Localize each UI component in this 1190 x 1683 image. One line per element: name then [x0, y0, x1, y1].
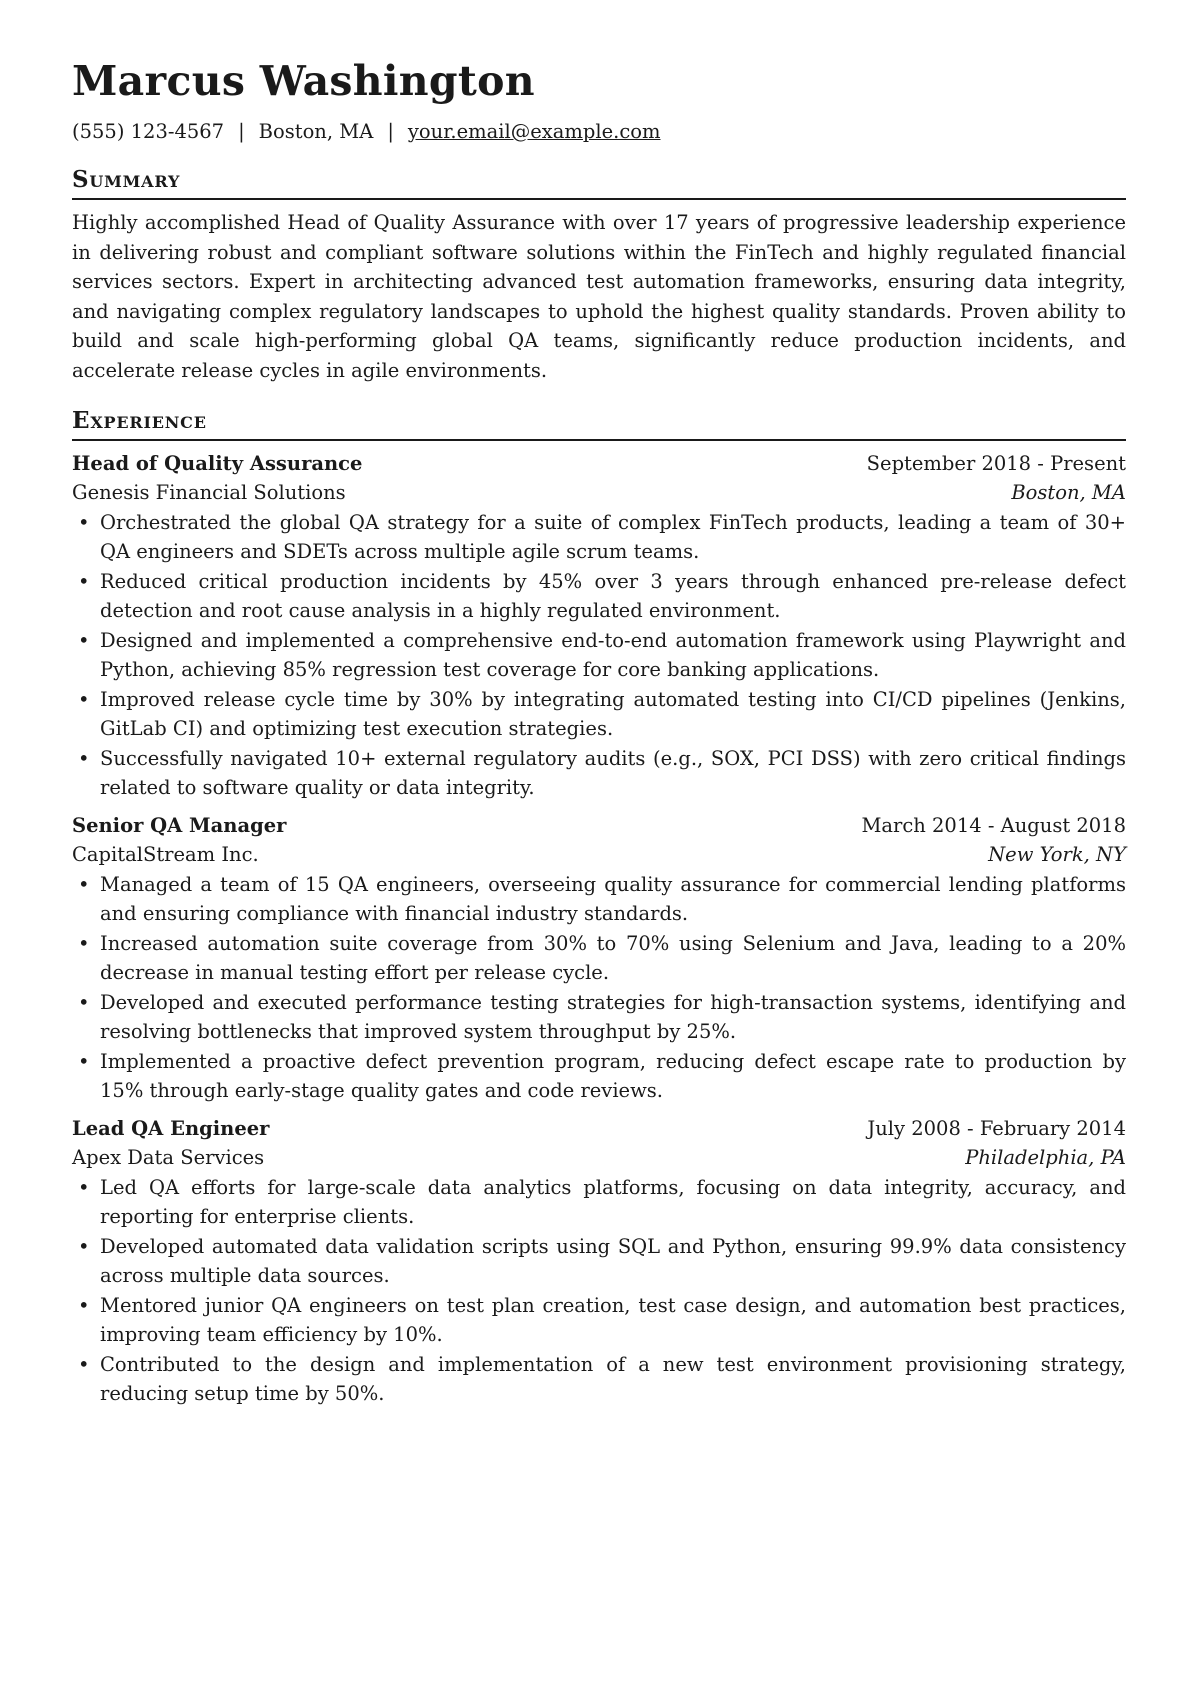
job-entry	[72, 1114, 1126, 1409]
contact-location: Boston, MA	[258, 120, 374, 144]
job-location: New York, NY	[988, 843, 1126, 867]
job-header	[72, 449, 1126, 479]
bullet-item: • Designed and implemented a comprehensive end-to-end automation framework using Playwright and Python, achieving 85% regression test coverage for core banking applications.	[72, 626, 1126, 685]
bullet-item: • Led QA efforts for large-scale data analytics platforms, focusing on data integrity, accuracy, and reporting for enterprise clients.	[72, 1173, 1126, 1232]
job-header	[72, 1114, 1126, 1144]
phone-number: (555) 123-4567	[72, 120, 225, 144]
bullet-item: • Contributed to the design and implementation of a new test environment provisioning strategy, reducing setup time by 50%.	[72, 1350, 1126, 1409]
job-entry	[72, 449, 1126, 803]
bullet-item: • Developed and executed performance testing strategies for high-transaction systems, identifying and resolving bottlenecks that improved system throughput by 25%.	[72, 988, 1126, 1047]
email-link[interactable]: your.email@example.com	[407, 120, 661, 144]
experience-list	[72, 449, 1126, 1409]
bullet-item: • Improved release cycle time by 30% by integrating automated testing into CI/CD pipelines (Jenkins, GitLab CI) and optimizing test execution strategies.	[72, 685, 1126, 744]
job-dates: March 2014 - August 2018	[861, 813, 1126, 837]
summary-text: Highly accomplished Head of Quality Assurance with over 17 years of progressive leadership experience in delivering robust and compliant software solutions within the FinTech and highly regulated financial services sectors. Expert in architecting advanced test automation frameworks, ensuring data integrity, and navigating complex regulatory landscapes to uphold the highest quality standards. Proven ability to build and scale high-performing global QA teams, significantly reduce production incidents, and accelerate release cycles in agile environments.	[72, 211, 1126, 382]
job-location: Boston, MA	[1011, 481, 1126, 505]
summary-heading: Summary	[72, 166, 1126, 200]
job-dates: September 2018 - Present	[866, 451, 1126, 475]
bullet-item: • Orchestrated the global QA strategy for a suite of complex FinTech products, leading a team of 30+ QA engineers and SDETs across multiple agile scrum teams.	[72, 508, 1126, 567]
job-dates: July 2008 - February 2014	[867, 1116, 1126, 1140]
job-bullets	[72, 870, 1126, 1106]
company-name: Genesis Financial Solutions	[72, 481, 346, 505]
contact-separator: |	[387, 120, 394, 144]
bullet-item: • Developed automated data validation scripts using SQL and Python, ensuring 99.9% data consistency across multiple data sources.	[72, 1232, 1126, 1291]
job-subheader	[72, 478, 1126, 508]
bullet-item: • Mentored junior QA engineers on test plan creation, test case design, and automation best practices, improving team efficiency by 10%.	[72, 1291, 1126, 1350]
contact-separator: |	[238, 120, 245, 144]
bullet-item: • Reduced critical production incidents by 45% over 3 years through enhanced pre-release defect detection and root cause analysis in a highly regulated environment.	[72, 567, 1126, 626]
candidate-name: Marcus Washington	[72, 57, 535, 105]
experience-heading: Experience	[72, 407, 1126, 441]
bullet-item: • Increased automation suite coverage from 30% to 70% using Selenium and Java, leading to a 20% decrease in manual testing effort per release cycle.	[72, 929, 1126, 988]
company-name: CapitalStream Inc.	[72, 843, 259, 867]
job-title: Head of Quality Assurance	[72, 451, 363, 475]
job-header	[72, 811, 1126, 841]
job-entry	[72, 811, 1126, 1106]
job-subheader	[72, 840, 1126, 870]
job-location: Philadelphia, PA	[965, 1146, 1126, 1170]
job-bullets	[72, 508, 1126, 803]
bullet-item: • Managed a team of 15 QA engineers, overseeing quality assurance for commercial lending platforms and ensuring compliance with financial industry standards.	[72, 870, 1126, 929]
job-title: Lead QA Engineer	[72, 1116, 270, 1140]
job-title: Senior QA Manager	[72, 813, 287, 837]
company-name: Apex Data Services	[72, 1146, 265, 1170]
job-bullets	[72, 1173, 1126, 1409]
job-subheader	[72, 1143, 1126, 1173]
resume-page	[72, 58, 1126, 1409]
contact-line	[72, 119, 1126, 144]
bullet-item: • Implemented a proactive defect prevention program, reducing defect escape rate to production by 15% through early-stage quality gates and code reviews.	[72, 1047, 1126, 1106]
bullet-item: • Successfully navigated 10+ external regulatory audits (e.g., SOX, PCI DSS) with zero critical findings related to software quality or data integrity.	[72, 744, 1126, 803]
